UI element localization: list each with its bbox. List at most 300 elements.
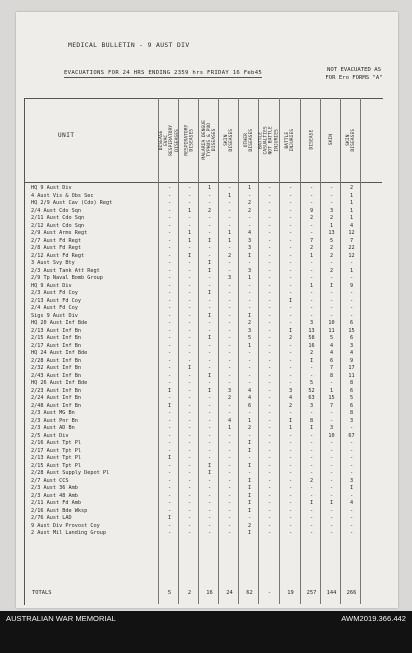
table-cell: - xyxy=(309,522,314,529)
table-cell: 2 xyxy=(309,245,314,251)
table-cell: 3 xyxy=(247,327,252,334)
table-cell: 9 xyxy=(349,357,354,364)
table-row xyxy=(24,298,382,305)
table-cell: - xyxy=(207,530,212,536)
table-cell: - xyxy=(207,297,212,304)
table-cell: 16 xyxy=(308,342,315,349)
table-cell: - xyxy=(247,305,252,311)
table-cell: - xyxy=(187,515,192,521)
footer-source: AUSTRALIAN WAR MEMORIAL xyxy=(6,614,116,623)
table-cell: I xyxy=(309,357,314,364)
table-cell: - xyxy=(309,440,314,446)
table-cell: 3 xyxy=(227,275,232,281)
table-cell: - xyxy=(309,312,314,319)
table-cell: - xyxy=(207,432,212,439)
table-row xyxy=(24,448,382,455)
unit-name: 2/9 Aust Arms Regt xyxy=(31,230,88,236)
table-cell: - xyxy=(247,222,252,229)
unit-name: HQ 24 Aust Inf Bde xyxy=(31,350,88,356)
table-cell: 3 xyxy=(349,477,354,484)
table-cell: 1 xyxy=(349,207,354,214)
table-cell: - xyxy=(247,515,252,521)
table-cell: - xyxy=(227,447,232,454)
column-header-label: SKIN DISEASES xyxy=(224,128,235,152)
table-cell: 2 xyxy=(329,267,334,274)
table-cell: - xyxy=(288,290,293,296)
table-cell: - xyxy=(247,350,252,356)
table-cell: - xyxy=(329,515,334,521)
table-cell: - xyxy=(288,207,293,214)
unit-name: 2/3 Aust MG Bn xyxy=(31,410,75,416)
table-cell: 3 xyxy=(247,237,252,244)
table-row xyxy=(24,425,382,432)
table-cell: - xyxy=(187,260,192,266)
unit-name: 2/3 Aust AD Bn xyxy=(31,425,75,431)
table-cell: - xyxy=(267,267,272,274)
total-cell: 257 xyxy=(306,590,317,596)
table-cell: - xyxy=(227,245,232,251)
table-cell: - xyxy=(187,200,192,206)
table-row xyxy=(24,523,382,530)
table-cell: - xyxy=(187,185,192,191)
table-row xyxy=(24,320,382,327)
unit-name: 2/3 Aust 48 Amb xyxy=(31,492,78,499)
table-row xyxy=(24,350,382,357)
table-cell: - xyxy=(288,357,293,364)
table-cell: 2 xyxy=(309,350,314,356)
table-cell: - xyxy=(167,327,172,334)
table-cell: I xyxy=(247,530,252,536)
unit-name: HQ 26 Aust Inf Bde xyxy=(31,380,88,386)
table-cell: - xyxy=(288,237,293,244)
table-cell: - xyxy=(288,252,293,259)
table-cell: - xyxy=(288,462,293,469)
table-cell: - xyxy=(187,432,192,439)
table-cell: - xyxy=(227,522,232,529)
table-cell: 9 xyxy=(309,207,314,214)
table-cell: - xyxy=(207,192,212,199)
table-cell: 5 xyxy=(349,395,354,401)
table-cell: - xyxy=(207,327,212,334)
table-cell: 8 xyxy=(329,372,334,379)
unit-column-header: UNIT xyxy=(58,132,75,139)
table-cell: - xyxy=(187,267,192,274)
column-header xyxy=(240,100,259,180)
table-cell: - xyxy=(187,492,192,499)
table-cell: - xyxy=(288,282,293,289)
table-row xyxy=(24,433,382,440)
table-row xyxy=(24,455,382,462)
table-cell: - xyxy=(329,290,334,296)
table-cell: - xyxy=(167,215,172,221)
table-cell: - xyxy=(247,260,252,266)
table-row xyxy=(24,230,382,237)
table-cell: 9 xyxy=(349,282,354,289)
table-cell: - xyxy=(227,215,232,221)
table-row xyxy=(24,290,382,297)
table-cell: - xyxy=(207,492,212,499)
table-row xyxy=(24,313,382,320)
table-cell: - xyxy=(227,470,232,476)
table-cell: 10 xyxy=(328,320,335,326)
table-cell: - xyxy=(167,312,172,319)
table-cell: - xyxy=(267,237,272,244)
table-row xyxy=(24,343,382,350)
table-cell: - xyxy=(227,305,232,311)
table-cell: - xyxy=(227,477,232,484)
table-cell: 1 xyxy=(227,237,232,244)
table-cell: 4 xyxy=(288,395,293,401)
table-cell: - xyxy=(288,492,293,499)
table-cell: 67 xyxy=(348,432,355,439)
unit-name: 2/12 Aust Fd Regt xyxy=(31,252,85,259)
table-row xyxy=(24,215,382,222)
table-cell: - xyxy=(207,342,212,349)
table-cell: - xyxy=(309,185,314,191)
table-cell: - xyxy=(187,462,192,469)
table-cell: 6 xyxy=(247,402,252,409)
table-cell: 8 xyxy=(309,417,314,424)
unit-name: 3 Aust Svy Bty xyxy=(31,260,75,266)
unit-name: HQ 9 Aust Div xyxy=(31,282,72,289)
table-cell: - xyxy=(207,395,212,401)
table-cell: 6 xyxy=(329,357,334,364)
table-cell: - xyxy=(187,455,192,461)
table-cell: 3 xyxy=(309,320,314,326)
table-cell: - xyxy=(227,500,232,506)
table-row xyxy=(24,388,382,395)
table-cell: - xyxy=(288,380,293,386)
table-cell: I xyxy=(247,492,252,499)
column-header xyxy=(342,100,361,180)
table-cell: 2 xyxy=(247,425,252,431)
table-cell: - xyxy=(227,290,232,296)
total-cell: 62 xyxy=(246,590,253,596)
table-cell: 63 xyxy=(308,395,315,401)
table-cell: 2 xyxy=(207,207,212,214)
table-cell: - xyxy=(288,230,293,236)
table-cell: - xyxy=(329,260,334,266)
table-cell: 1 xyxy=(187,237,192,244)
table-cell: 11 xyxy=(328,327,335,334)
table-cell: 2 xyxy=(329,252,334,259)
table-cell: I xyxy=(167,515,172,521)
table-cell: - xyxy=(267,530,272,536)
table-cell: - xyxy=(349,290,354,296)
table-row xyxy=(24,200,382,207)
table-row xyxy=(24,410,382,417)
table-cell: - xyxy=(349,297,354,304)
unit-name: 2/3 Aust Fd Coy xyxy=(31,290,78,296)
table-cell: - xyxy=(227,320,232,326)
table-row xyxy=(24,193,382,200)
table-cell: - xyxy=(267,192,272,199)
table-cell: - xyxy=(207,425,212,431)
table-cell: I xyxy=(247,500,252,506)
unit-name: 2/13 Aust Tpt Pl xyxy=(31,455,81,461)
table-cell: - xyxy=(329,410,334,416)
table-cell: 8 xyxy=(349,410,354,416)
table-cell: - xyxy=(329,297,334,304)
table-cell: - xyxy=(288,365,293,371)
table-cell: - xyxy=(267,335,272,341)
unit-name: 2/9 Tp Naval Bomb Group xyxy=(31,275,103,281)
table-cell: - xyxy=(329,530,334,536)
column-header-label: BATTLE CASUALTIES NOT BATTLE INJURIES xyxy=(259,125,280,155)
unit-name: 2/3 Aust Pnr Bn xyxy=(31,417,78,424)
column-header xyxy=(260,100,279,180)
table-cell: - xyxy=(267,447,272,454)
table-cell: 6 xyxy=(349,335,354,341)
table-cell: - xyxy=(267,432,272,439)
table-cell: - xyxy=(267,200,272,206)
table-cell: I xyxy=(207,312,212,319)
table-cell: - xyxy=(309,192,314,199)
table-cell: - xyxy=(349,470,354,476)
table-cell: 2 xyxy=(329,245,334,251)
table-cell: - xyxy=(349,530,354,536)
unit-name: 2/24 Aust Inf Bn xyxy=(31,395,81,401)
table-cell: - xyxy=(329,455,334,461)
table-cell: 1 xyxy=(349,192,354,199)
table-cell: - xyxy=(288,515,293,521)
table-cell: - xyxy=(267,372,272,379)
table-cell: - xyxy=(167,417,172,424)
total-cell: - xyxy=(267,590,272,596)
column-header-label: MALARIA DENGUE TYPHUS & PUO DISEASES xyxy=(201,120,218,160)
table-cell: - xyxy=(187,357,192,364)
table-cell: - xyxy=(167,425,172,431)
table-cell: - xyxy=(309,515,314,521)
table-cell: - xyxy=(288,530,293,536)
table-cell: I xyxy=(247,507,252,514)
unit-name: 2/3 Aust 36 Amb xyxy=(31,485,78,491)
table-row xyxy=(24,530,382,537)
table-cell: - xyxy=(288,470,293,476)
table-cell: - xyxy=(167,447,172,454)
table-cell: - xyxy=(267,522,272,529)
table-cell: - xyxy=(309,297,314,304)
table-cell: - xyxy=(267,492,272,499)
table-cell: 5 xyxy=(247,335,252,341)
table-cell: - xyxy=(187,500,192,506)
table-cell: 15 xyxy=(328,395,335,401)
unit-name: 2/17 Aust Inf Bn xyxy=(31,342,81,349)
table-row xyxy=(24,373,382,380)
table-cell: 7 xyxy=(329,365,334,371)
table-cell: 3 xyxy=(227,387,232,394)
total-cell: 266 xyxy=(346,590,357,596)
table-cell: 3 xyxy=(349,342,354,349)
table-cell: - xyxy=(309,492,314,499)
table-cell: 7 xyxy=(309,237,314,244)
table-cell: - xyxy=(288,312,293,319)
table-cell: - xyxy=(267,485,272,491)
table-cell: - xyxy=(349,447,354,454)
table-cell: 1 xyxy=(187,207,192,214)
table-cell: - xyxy=(247,365,252,371)
totals-label: TOTALS xyxy=(32,590,52,596)
table-cell: - xyxy=(187,522,192,529)
table-cell: - xyxy=(167,335,172,341)
table-cell: - xyxy=(227,327,232,334)
table-cell: - xyxy=(309,462,314,469)
table-cell: - xyxy=(167,245,172,251)
table-cell: - xyxy=(227,207,232,214)
table-cell: - xyxy=(187,417,192,424)
table-cell: I xyxy=(207,267,212,274)
table-cell: - xyxy=(167,200,172,206)
unit-name: 2 Aust Mil Landing Group xyxy=(31,530,106,536)
table-cell: - xyxy=(267,290,272,296)
total-cell: 5 xyxy=(167,590,172,596)
unit-name: 2/43 Aust Inf Bn xyxy=(31,372,81,379)
header-separator xyxy=(24,182,382,183)
table-row xyxy=(24,500,382,507)
table-cell: - xyxy=(349,425,354,431)
table-cell: - xyxy=(187,282,192,289)
table-row xyxy=(24,440,382,447)
table-cell: I xyxy=(247,477,252,484)
table-cell: - xyxy=(309,200,314,206)
unit-name: HQ 2/9 Aust Cav (Cdo) Regt xyxy=(31,200,113,206)
unit-name: 2/5 Aust Div xyxy=(31,432,69,439)
table-row xyxy=(24,395,382,402)
table-cell: - xyxy=(309,485,314,491)
table-cell: - xyxy=(207,380,212,386)
table-cell: - xyxy=(167,350,172,356)
unit-name: 2/76 Aust LAD xyxy=(31,515,72,521)
table-cell: - xyxy=(167,207,172,214)
table-row xyxy=(24,493,382,500)
table-cell: 3 xyxy=(309,402,314,409)
table-cell: - xyxy=(167,222,172,229)
table-cell: 3 xyxy=(349,417,354,424)
table-cell: - xyxy=(329,275,334,281)
unit-name: 2/3 Aust Tank Att Regt xyxy=(31,267,100,274)
table-cell: - xyxy=(267,455,272,461)
table-cell: 1 xyxy=(247,342,252,349)
table-cell: - xyxy=(309,410,314,416)
table-cell: 52 xyxy=(308,387,315,394)
table-cell: - xyxy=(207,417,212,424)
unit-name: 2/12 Aust Cdo Sqn xyxy=(31,222,85,229)
table-cell: 3 xyxy=(329,425,334,431)
table-cell: - xyxy=(227,267,232,274)
table-cell: - xyxy=(167,237,172,244)
table-cell: - xyxy=(309,507,314,514)
table-cell: - xyxy=(309,470,314,476)
table-row xyxy=(24,253,382,260)
table-cell: - xyxy=(167,530,172,536)
table-cell: I xyxy=(329,500,334,506)
table-cell: - xyxy=(227,297,232,304)
table-cell: - xyxy=(329,312,334,319)
table-cell: - xyxy=(207,357,212,364)
table-cell: - xyxy=(167,470,172,476)
table-row xyxy=(24,463,382,470)
table-cell: - xyxy=(329,185,334,191)
table-cell: I xyxy=(167,455,172,461)
table-cell: - xyxy=(267,387,272,394)
table-cell: 2 xyxy=(227,252,232,259)
unit-name: 2/17 Aust Tpt Pl xyxy=(31,447,81,454)
column-header xyxy=(200,100,219,180)
table-cell: 5 xyxy=(329,237,334,244)
table-cell: - xyxy=(207,230,212,236)
table-cell: 1 xyxy=(227,230,232,236)
table-cell: - xyxy=(227,185,232,191)
table-cell: - xyxy=(267,297,272,304)
table-cell: 7 xyxy=(329,402,334,409)
table-cell: - xyxy=(187,320,192,326)
table-cell: 1 xyxy=(349,267,354,274)
table-cell: 3 xyxy=(329,207,334,214)
table-cell: 10 xyxy=(328,432,335,439)
table-cell: - xyxy=(167,252,172,259)
table-cell: 1 xyxy=(247,185,252,191)
table-cell: - xyxy=(267,185,272,191)
table-cell: I xyxy=(207,290,212,296)
table-cell: - xyxy=(167,365,172,371)
table-cell: 1 xyxy=(329,222,334,229)
table-cell: I xyxy=(247,485,252,491)
table-cell: - xyxy=(167,462,172,469)
table-row xyxy=(24,208,382,215)
table-cell: - xyxy=(288,222,293,229)
table-cell: - xyxy=(207,350,212,356)
column-header-label: SKIN xyxy=(328,134,334,146)
table-cell: - xyxy=(267,440,272,446)
table-cell: 1 xyxy=(349,200,354,206)
table-cell: - xyxy=(167,192,172,199)
table-cell: - xyxy=(187,395,192,401)
table-cell: - xyxy=(187,477,192,484)
table-cell: - xyxy=(267,305,272,311)
table-cell: 5 xyxy=(309,380,314,386)
table-cell: - xyxy=(167,290,172,296)
table-row xyxy=(24,268,382,275)
table-row xyxy=(24,515,382,522)
table-cell: - xyxy=(247,297,252,304)
table-cell: - xyxy=(187,335,192,341)
table-cell: - xyxy=(309,372,314,379)
table-row xyxy=(24,380,382,387)
table-cell: I xyxy=(309,425,314,431)
table-cell: - xyxy=(288,200,293,206)
table-cell: 1 xyxy=(329,387,334,394)
table-cell: 2 xyxy=(309,215,314,221)
table-cell: - xyxy=(167,342,172,349)
table-cell: - xyxy=(267,507,272,514)
table-cell: - xyxy=(288,507,293,514)
table-cell: 2 xyxy=(349,185,354,191)
table-row xyxy=(24,238,382,245)
table-cell: - xyxy=(349,455,354,461)
footer-accession: AWM2019.366.442 xyxy=(341,614,406,623)
table-cell: - xyxy=(288,447,293,454)
table-cell: I xyxy=(207,372,212,379)
table-cell: 1 xyxy=(309,282,314,289)
column-header-label: DISEASE EVAC RESPIRATORY DISEASES xyxy=(159,124,180,156)
table-cell: - xyxy=(207,447,212,454)
table-cell: - xyxy=(267,350,272,356)
column-header-label: BATTLE INJURIES xyxy=(285,128,296,152)
unit-name: 2/32 Aust Inf Bn xyxy=(31,365,81,371)
unit-name: 2/16 Aust Bde Wksp xyxy=(31,507,88,514)
table-cell: I xyxy=(207,237,212,244)
table-cell: - xyxy=(288,485,293,491)
